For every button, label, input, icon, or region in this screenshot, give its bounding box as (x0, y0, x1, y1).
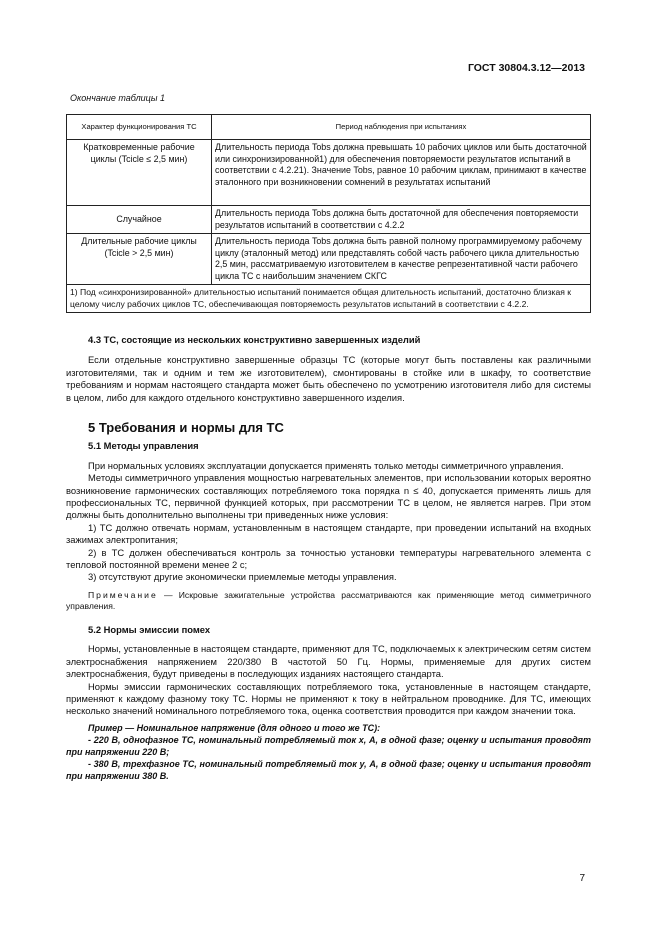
paragraph: Нормы эмиссии гармонических составляющих потребляемого тока, установленные в настоящем стандарте, применяют к каждому фазному току ТС. Нормы не применяют к току в нейтральном проводнике. Для ТС, имеющих несколько значений номинального потребляемого тока, оценка соответствия проводится при каждом значении тока. (66, 680, 591, 717)
paragraph: Методы симметричного управления мощностью нагревательных элементов, при использовании которых вероятно возникновение гармонических составляющих потребляемого тока порядка n ≤ 40, допускается применять лишь для профессиональных ТС, первичной функцией которых, при рассмотрении ТС в целом, не является нагрев. При этом должны быть дополнительно выполнены три приведенных ниже условия: (66, 472, 591, 521)
table-footnote-row (67, 285, 591, 313)
table-cell-desc: Длительность периода Tobs должна быть равной полному программируемому рабочему циклу (эталонный метод) или представлять собой часть рабочего цикла длительностью 2,5 мин, рассматриваемую изготовителем в качестве репрезентативной части рабочего цикла ТС с наибольшим значением СКГС (212, 234, 591, 285)
note-text: — Искровые зажигательные устройства рассматриваются как применяющие метод симметричного управления. (66, 589, 591, 612)
table-footnote: 1) Под «синхронизированной» длительностью испытаний понимается общая длительность испытаний, достаточно близкая к целому числу рабочих циклов ТС, обеспечивающая повторяемость результатов испытаний в соответствии с 4.2.2. (67, 285, 591, 313)
table-col-mode: Характер функционирования ТС (67, 115, 212, 140)
example-item: - 220 В, однофазное ТС, номинальный потребляемый ток x, А, в одной фазе; оценку и испытания проводят при напряжении 220 В; (66, 734, 591, 757)
paragraph: Нормы, установленные в настоящем стандарте, применяют для ТС, подключаемых к электрическим сетям систем электроснабжения напряжением 220/380 В частотой 50 Гц. Нормы, применяемые для других систем электроснабжения, будут приведены в последующих изданиях настоящего стандарта. (66, 643, 591, 680)
condition-3: 3) отсутствуют другие экономически приемлемые методы управления. (88, 571, 397, 583)
page-number: 7 (579, 873, 585, 884)
table-row (67, 206, 591, 234)
table-cell-mode: Случайное (67, 206, 212, 234)
table-col-period: Период наблюдения при испытаниях (212, 115, 591, 140)
table-row (67, 234, 591, 285)
table-cell-mode: Длительные рабочие циклы (Tcicle > 2,5 мин) (67, 234, 212, 285)
document-header: ГОСТ 30804.3.12—2013 (467, 62, 585, 74)
table-caption: Окончание таблицы 1 (70, 93, 165, 103)
example-block (66, 722, 591, 782)
table-cell-mode: Кратковременные рабочие циклы (Tcicle ≤ 2,5 мин) (67, 140, 212, 206)
section-4-3 (66, 334, 591, 404)
section-5-2-title: 5.2 Нормы эмиссии помех (88, 623, 211, 635)
paragraph: При нормальных условиях эксплуатации допускается применять только методы симметричного управления. (88, 459, 564, 471)
condition-2: 2) в ТС должен обеспечиваться контроль за точностью установки температуры нагревательного элемента с тепловой постоянной времени менее 2 с; (66, 546, 591, 571)
section-5-title: 5 Требования и нормы для ТС (88, 420, 284, 435)
observation-table (66, 114, 591, 313)
example-heading: Пример — Номинальное напряжение (для одного и того же ТС): (88, 722, 381, 733)
condition-1: 1) ТС должно отвечать нормам, установленным в настоящем стандарте, при проведении испытаний на входных зажимах электропитания; (66, 521, 591, 546)
section-5 (66, 422, 591, 782)
example-item: - 380 В, трехфазное ТС, номинальный потребляемый ток y, А, в одной фазе; оценку и испытания проводят при напряжении 380 В. (66, 758, 591, 781)
section-5-1-title: 5.1 Методы управления (88, 440, 199, 452)
note (66, 590, 591, 613)
note-label: Примечание (88, 589, 158, 600)
table-row (67, 140, 591, 206)
section-4-3-title: 4.3 ТС, состоящие из нескольких конструктивно завершенных изделий (88, 334, 421, 345)
table-cell-desc: Длительность периода Tobs должна быть достаточной для обеспечения повторяемости результатов испытаний в соответствии с 4.2.2 (212, 206, 591, 234)
paragraph: Если отдельные конструктивно завершенные образцы ТС (которые могут быть поставлены как различными изготовителями, так и одним и тем же изготовителем), смонтированы в стойке или в шкафу, то соответствие требованиям и нормам настоящего стандарта может быть обеспечено по усмотрению изготовителя либо для системы в целом, либо для каждого отдельного конструктивно завершенного изделия. (66, 354, 591, 403)
table-cell-desc: Длительность периода Tobs должна превышать 10 рабочих циклов или быть достаточной или синхронизированной1) для обеспечения повторяемости результатов испытаний в соответствии с 4.2.21). Значение Tobs, равное 10 рабочим циклам, принимают в качестве эталонного при возникновении сомнений в результатах испытаний (212, 140, 591, 206)
table-header-row (67, 115, 591, 140)
